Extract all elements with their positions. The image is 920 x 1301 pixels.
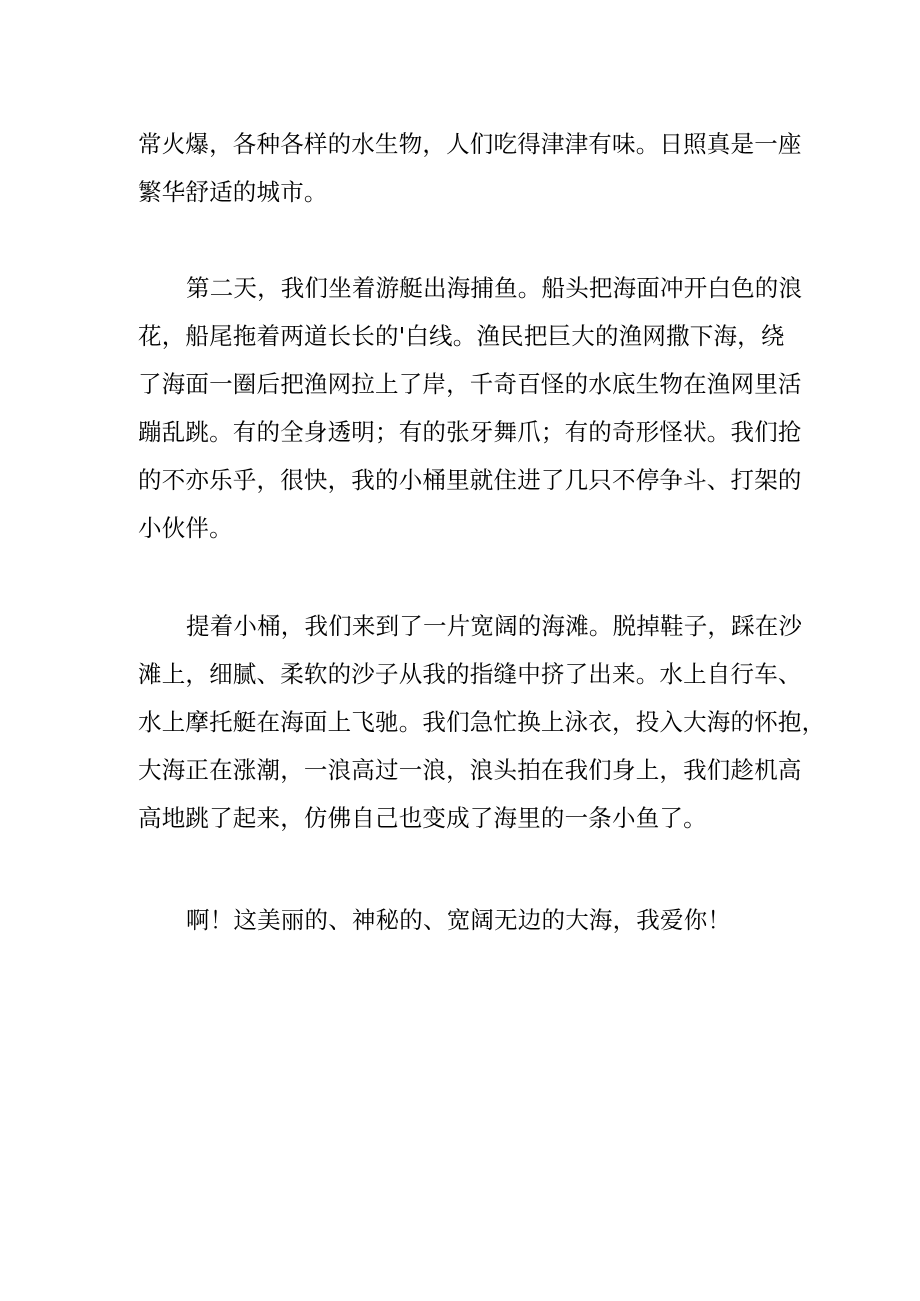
- paragraph-2-line-3: 了海面一圈后把渔网拉上了岸，千奇百怪的水底生物在渔网里活: [138, 370, 802, 398]
- paragraph-1-line-2: 繁华舒适的城市。: [138, 178, 328, 206]
- paragraph-2-line-6: 小伙伴。: [138, 514, 233, 542]
- paragraph-3-line-1: 提着小桶，我们来到了一片宽阔的海滩。脱掉鞋子，踩在沙: [186, 612, 803, 640]
- paragraph-3-line-5: 高地跳了起来，仿佛自己也变成了海里的一条小鱼了。: [138, 804, 707, 832]
- paragraph-2-line-5: 的不亦乐乎，很快，我的小桶里就住进了几只不停争斗、打架的: [138, 466, 802, 494]
- paragraph-2-line-4: 蹦乱跳。有的全身透明；有的张牙舞爪；有的奇形怪状。我们抢: [138, 418, 802, 446]
- paragraph-3-line-2: 滩上，细腻、柔软的沙子从我的指缝中挤了出来。水上自行车、: [138, 660, 802, 688]
- paragraph-1-line-1: 常火爆，各种各样的水生物，人们吃得津津有味。日照真是一座: [138, 130, 802, 158]
- paragraph-2-line-2: 花，船尾拖着两道长长的'白线。渔民把巨大的渔网撒下海，绕: [138, 322, 785, 350]
- paragraph-4-line-1: 啊！这美丽的、神秘的、宽阔无边的大海，我爱你！: [186, 906, 732, 934]
- paragraph-2-line-1: 第二天，我们坐着游艇出海捕鱼。船头把海面冲开白色的浪: [186, 274, 803, 302]
- paragraph-3-line-3: 水上摩托艇在海面上飞驰。我们急忙换上泳衣，投入大海的怀抱，: [138, 708, 826, 736]
- paragraph-3-line-4: 大海正在涨潮，一浪高过一浪，浪头拍在我们身上，我们趁机高: [138, 756, 802, 784]
